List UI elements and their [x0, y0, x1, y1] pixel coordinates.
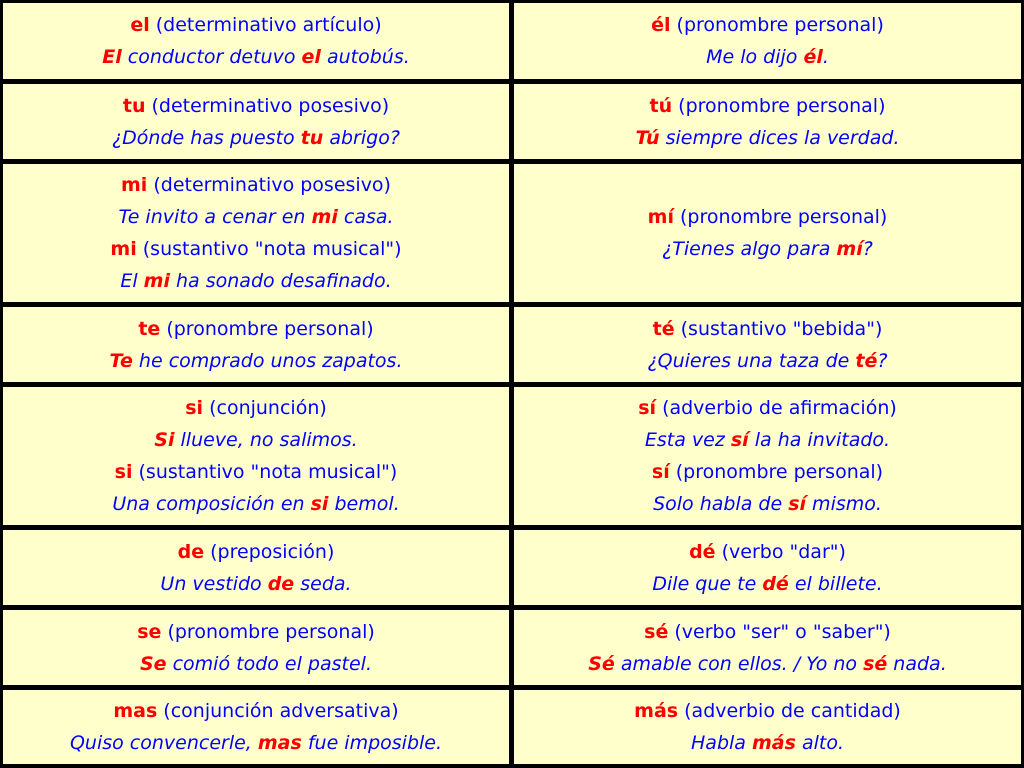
- text-fragment: fue imposible.: [301, 732, 443, 754]
- text-fragment: (conjunción): [203, 397, 327, 419]
- highlighted-word: el: [301, 46, 321, 68]
- highlighted-word: mí: [647, 206, 674, 228]
- highlighted-word: té: [652, 317, 675, 340]
- text-fragment: (pronombre personal): [161, 620, 375, 643]
- highlighted-word: si: [310, 493, 329, 515]
- table-cell-unaccented: [3, 3, 509, 79]
- example-sentence: [70, 727, 442, 759]
- highlighted-word: dé: [762, 572, 789, 595]
- text-fragment: alto.: [795, 732, 844, 754]
- text-fragment: casa.: [337, 206, 394, 228]
- table-row: [3, 307, 1021, 382]
- example-sentence: [102, 41, 410, 73]
- highlighted-word: tu: [122, 94, 146, 117]
- example-sentence: [140, 648, 372, 680]
- word-definition: [178, 536, 335, 568]
- text-fragment: abrigo?: [323, 126, 400, 149]
- word-definition: [115, 456, 398, 488]
- highlighted-word: sí: [651, 461, 670, 483]
- highlighted-word: tú: [649, 94, 673, 117]
- text-fragment: .: [822, 46, 829, 68]
- table-cell-accented: [514, 3, 1021, 79]
- text-fragment: (sustantivo "nota musical"): [132, 461, 398, 483]
- text-fragment: Quiso convencerle,: [69, 732, 258, 754]
- table-cell-accented: [514, 690, 1021, 764]
- highlighted-word: Se: [139, 652, 167, 675]
- highlighted-word: si: [114, 461, 133, 483]
- word-definition: [634, 695, 901, 727]
- example-sentence: [112, 122, 400, 154]
- text-fragment: (sustantivo "bebida"): [674, 317, 883, 340]
- example-sentence: [636, 122, 900, 154]
- highlighted-word: sí: [730, 429, 749, 451]
- example-sentence: [645, 424, 890, 456]
- table-cell-unaccented: [3, 164, 509, 302]
- text-fragment: Dile que te: [652, 572, 763, 595]
- text-fragment: (adverbio de afirmación): [656, 397, 897, 419]
- highlighted-word: de: [177, 540, 205, 563]
- example-sentence: [154, 424, 357, 456]
- text-fragment: el billete.: [788, 572, 883, 595]
- word-definition: [650, 90, 886, 122]
- word-definition: [137, 616, 375, 648]
- text-fragment: Solo habla de: [653, 493, 789, 515]
- word-definition: [123, 90, 389, 122]
- highlighted-word: dé: [689, 540, 716, 563]
- text-fragment: (preposición): [204, 540, 335, 563]
- highlighted-word: mas: [257, 732, 302, 754]
- table-cell-unaccented: [3, 610, 509, 685]
- text-fragment: seda.: [294, 572, 352, 595]
- text-fragment: mismo.: [806, 493, 882, 515]
- table-row: [3, 387, 1021, 525]
- text-fragment: ¿Quieres una taza de: [647, 349, 856, 372]
- text-fragment: (sustantivo "nota musical"): [136, 238, 402, 260]
- example-sentence: [706, 41, 829, 73]
- text-fragment: ?: [877, 349, 888, 372]
- text-fragment: ¿Dónde has puesto: [112, 126, 301, 149]
- text-fragment: Me lo dijo: [706, 46, 804, 68]
- text-fragment: autobús.: [320, 46, 410, 68]
- word-definition: [638, 392, 897, 424]
- highlighted-word: Te: [109, 349, 133, 372]
- text-fragment: conductor detuvo: [121, 46, 302, 68]
- table-row: [3, 3, 1021, 79]
- word-definition: [138, 313, 373, 345]
- text-fragment: bemol.: [328, 493, 400, 515]
- word-definition: [653, 313, 883, 345]
- text-fragment: (pronombre personal): [670, 14, 884, 36]
- text-fragment: (pronombre personal): [160, 317, 374, 340]
- highlighted-word: se: [137, 620, 162, 643]
- text-fragment: (determinativo posesivo): [147, 174, 391, 196]
- text-fragment: El: [120, 270, 144, 292]
- highlighted-word: sé: [863, 652, 888, 675]
- table-cell-unaccented: [3, 84, 509, 159]
- word-definition: [110, 233, 401, 265]
- text-fragment: ?: [862, 238, 873, 260]
- example-sentence: [120, 265, 391, 297]
- table-row: [3, 84, 1021, 159]
- text-fragment: amable con ellos. / Yo no: [614, 652, 864, 675]
- highlighted-word: té: [855, 349, 878, 372]
- highlighted-word: mi: [143, 270, 170, 292]
- table-cell-accented: [514, 610, 1021, 685]
- text-fragment: (verbo "dar"): [715, 540, 846, 563]
- text-fragment: ha sonado desafinado.: [169, 270, 392, 292]
- text-fragment: nada.: [887, 652, 947, 675]
- table-cell-unaccented: [3, 530, 509, 605]
- example-sentence: [109, 345, 402, 377]
- highlighted-word: Sé: [588, 652, 615, 675]
- highlighted-word: más: [634, 700, 679, 722]
- highlighted-word: sé: [644, 620, 669, 643]
- text-fragment: Esta vez: [644, 429, 731, 451]
- word-definition: [652, 456, 883, 488]
- table-cell-accented: [514, 84, 1021, 159]
- highlighted-word: tu: [300, 126, 324, 149]
- table-cell-unaccented: [3, 307, 509, 382]
- text-fragment: Te invito a cenar en: [118, 206, 312, 228]
- text-fragment: ¿Tienes algo para: [662, 238, 837, 260]
- word-definition: [121, 169, 391, 201]
- highlighted-word: mí: [836, 238, 863, 260]
- word-definition: [648, 201, 888, 233]
- word-definition: [644, 616, 891, 648]
- example-sentence: [691, 727, 844, 759]
- table-row: [3, 690, 1021, 764]
- text-fragment: Habla: [691, 732, 752, 754]
- text-fragment: he comprado unos zapatos.: [132, 349, 403, 372]
- highlighted-word: Tú: [635, 126, 660, 149]
- text-fragment: (conjunción adversativa): [157, 700, 399, 722]
- highlighted-word: mi: [110, 238, 137, 260]
- word-definition: [113, 695, 398, 727]
- text-fragment: (pronombre personal): [669, 461, 884, 483]
- table-cell-accented: [514, 387, 1021, 525]
- text-fragment: (adverbio de cantidad): [678, 700, 901, 722]
- example-sentence: [160, 568, 351, 600]
- table-row: [3, 530, 1021, 605]
- example-sentence: [588, 648, 946, 680]
- highlighted-word: te: [138, 317, 161, 340]
- highlighted-word: Si: [154, 429, 175, 451]
- text-fragment: (verbo "ser" o "saber"): [668, 620, 891, 643]
- table-cell-unaccented: [3, 690, 509, 764]
- highlighted-word: mi: [121, 174, 148, 196]
- word-definition: [130, 9, 381, 41]
- highlighted-word: sí: [638, 397, 657, 419]
- highlighted-word: de: [267, 572, 295, 595]
- text-fragment: siempre dices la verdad.: [659, 126, 900, 149]
- highlighted-word: sí: [788, 493, 807, 515]
- text-fragment: (pronombre personal): [672, 94, 886, 117]
- word-definition: [651, 9, 884, 41]
- example-sentence: [652, 568, 882, 600]
- table-row: [3, 610, 1021, 685]
- text-fragment: (determinativo posesivo): [145, 94, 390, 117]
- text-fragment: la ha invitado.: [748, 429, 891, 451]
- example-sentence: [662, 233, 873, 265]
- table-cell-accented: [514, 164, 1021, 302]
- highlighted-word: mas: [113, 700, 158, 722]
- highlighted-word: él: [803, 46, 823, 68]
- text-fragment: (pronombre personal): [673, 206, 888, 228]
- table-cell-accented: [514, 307, 1021, 382]
- highlighted-word: él: [651, 14, 671, 36]
- text-fragment: Un vestido: [160, 572, 268, 595]
- highlighted-word: El: [102, 46, 122, 68]
- word-definition: [185, 392, 327, 424]
- highlighted-word: más: [751, 732, 796, 754]
- example-sentence: [653, 488, 882, 520]
- table-cell-unaccented: [3, 387, 509, 525]
- word-definition: [689, 536, 846, 568]
- text-fragment: Una composición en: [112, 493, 311, 515]
- example-sentence: [648, 345, 888, 377]
- table-cell-accented: [514, 530, 1021, 605]
- highlighted-word: mi: [311, 206, 338, 228]
- text-fragment: comió todo el pastel.: [166, 652, 372, 675]
- text-fragment: llueve, no salimos.: [174, 429, 358, 451]
- highlighted-word: si: [185, 397, 204, 419]
- example-sentence: [118, 201, 393, 233]
- text-fragment: (determinativo artículo): [149, 14, 382, 36]
- example-sentence: [112, 488, 399, 520]
- highlighted-word: el: [130, 14, 150, 36]
- table-row: [3, 164, 1021, 302]
